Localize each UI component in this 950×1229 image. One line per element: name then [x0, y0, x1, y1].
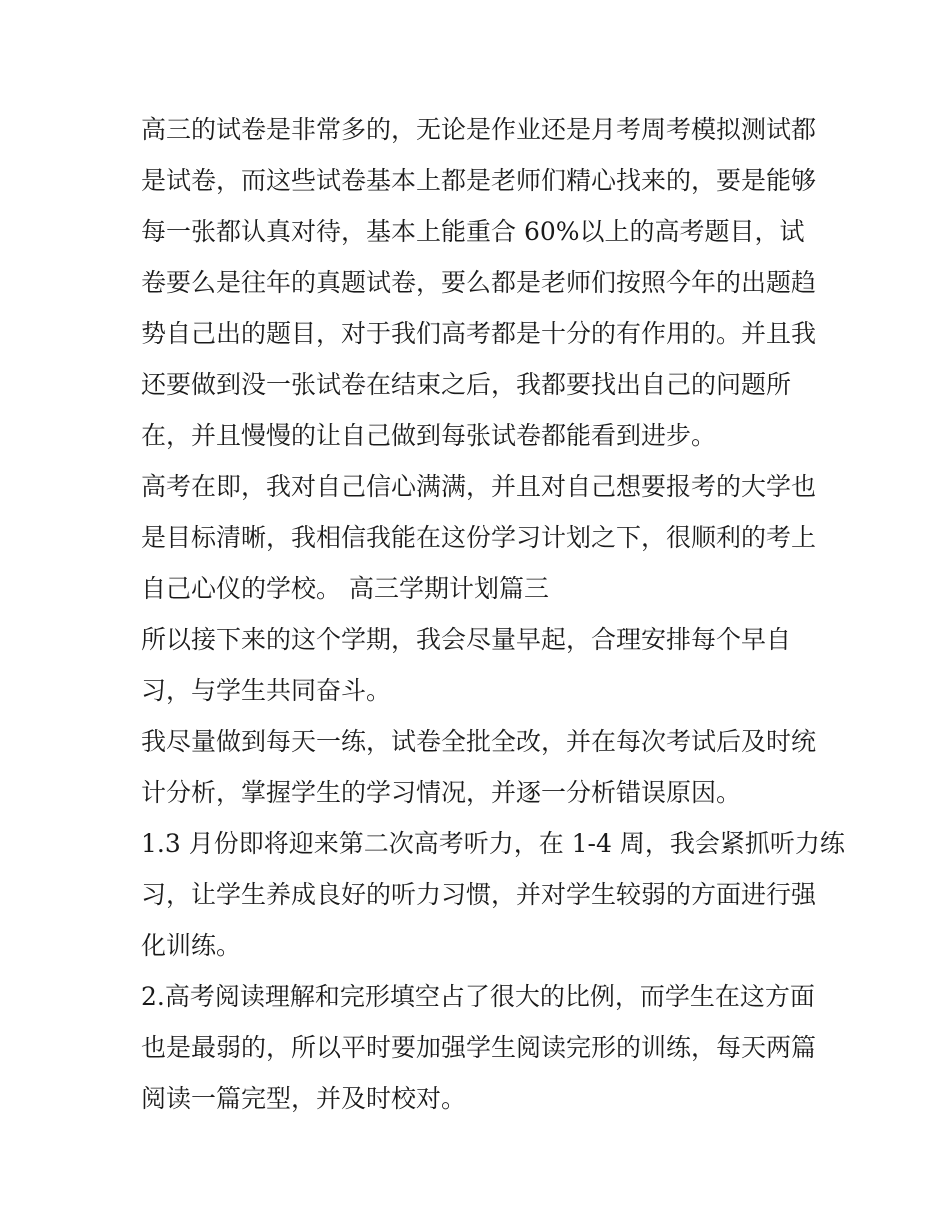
text-line: 习，让学生养成良好的听力习惯，并对学生较弱的方面进行强: [141, 880, 817, 909]
text-line: 阅读一篇完型，并及时校对。: [141, 1084, 467, 1113]
text-line: 计分析，掌握学生的学习情况，并逐一分析错误原因。: [141, 778, 742, 807]
text-line: 是目标清晰，我相信我能在这份学习计划之下，很顺利的考上: [141, 523, 817, 552]
text-line: 是试卷，而这些试卷基本上都是老师们精心找来的，要是能够: [141, 166, 817, 195]
text-line: 势自己出的题目，对于我们高考都是十分的有作用的。并且我: [141, 319, 817, 348]
text-line: 习，与学生共同奋斗。: [141, 676, 392, 705]
document-body: [141, 104, 845, 1124]
text-line: 所以接下来的这个学期，我会尽量早起，合理安排每个早自: [141, 625, 792, 654]
text-line: 2.高考阅读理解和完形填空占了很大的比例，而学生在这方面: [141, 982, 815, 1011]
text-line: 还要做到没一张试卷在结束之后，我都要找出自己的问题所: [141, 370, 792, 399]
text-line: 也是最弱的，所以平时要加强学生阅读完形的训练，每天两篇: [141, 1033, 817, 1062]
text-line: 化训练。: [141, 931, 242, 960]
text-line: 高考在即，我对自己信心满满，并且对自己想要报考的大学也: [141, 472, 817, 501]
text-line: 卷要么是往年的真题试卷，要么都是老师们按照今年的出题趋: [141, 268, 817, 297]
text-line: 在，并且慢慢的让自己做到每张试卷都能看到进步。: [141, 421, 717, 450]
text-line: 1.3 月份即将迎来第二次高考听力，在 1-4 周，我会紧抓听力练: [141, 829, 845, 858]
text-line: 高三的试卷是非常多的，无论是作业还是月考周考模拟测试都: [141, 115, 817, 144]
text-line: 我尽量做到每天一练，试卷全批全改，并在每次考试后及时统: [141, 727, 817, 756]
text-line: 每一张都认真对待，基本上能重合 60%以上的高考题目，试: [141, 217, 805, 246]
text-line: 自己心仪的学校。 高三学期计划篇三: [141, 574, 549, 603]
